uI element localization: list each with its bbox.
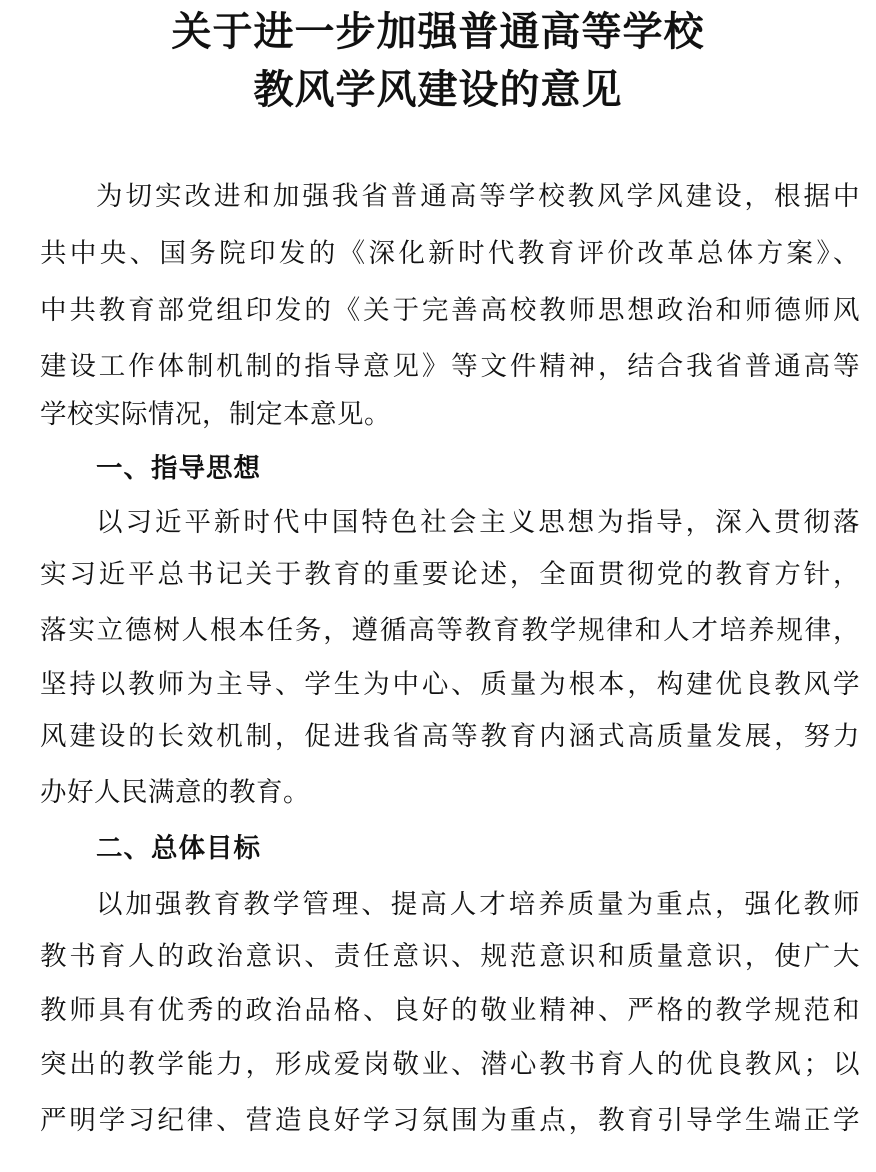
intro-paragraph-line: 学校实际情况，制定本意见。 [40, 399, 391, 430]
section1-paragraph-line: 实习近平总书记关于教育的重要论述，全面贯彻党的教育方针， [40, 559, 860, 590]
section1-paragraph-line: 办好人民满意的教育。 [40, 777, 310, 808]
intro-paragraph-line: 中共教育部党组印发的《关于完善高校教师思想政治和师德师风 [40, 295, 860, 326]
section1-paragraph-line: 以习近平新时代中国特色社会主义思想为指导，深入贯彻落 [96, 507, 860, 538]
section2-paragraph-line: 以加强教育教学管理、提高人才培养质量为重点，强化教师 [96, 889, 860, 920]
section2-paragraph-line: 严明学习纪律、营造良好学习氛围为重点，教育引导学生端正学 [40, 1105, 860, 1136]
section-heading-overall-goals: 二、总体目标 [96, 833, 261, 864]
document-title-line-1: 关于进一步加强普通高等学校 [171, 8, 705, 55]
section2-paragraph-line: 教师具有优秀的政治品格、良好的敬业精神、严格的教学规范和 [40, 995, 860, 1026]
intro-paragraph-line: 共中央、国务院印发的《深化新时代教育评价改革总体方案》、 [40, 238, 860, 269]
intro-paragraph-line: 为切实改进和加强我省普通高等学校教风学风建设，根据中 [96, 181, 860, 212]
section2-paragraph-line: 突出的教学能力，形成爱岗敬业、潜心教书育人的优良教风；以 [40, 1049, 860, 1080]
section1-paragraph-line: 风建设的长效机制，促进我省高等教育内涵式高质量发展，努力 [40, 721, 860, 752]
section-heading-guiding-ideology: 一、指导思想 [96, 453, 261, 484]
intro-paragraph-line: 建设工作体制机制的指导意见》等文件精神，结合我省普通高等 [40, 351, 860, 382]
document-title-line-2: 教风学风建设的意见 [253, 66, 623, 113]
section1-paragraph-line: 落实立德树人根本任务，遵循高等教育教学规律和人才培养规律， [40, 615, 860, 646]
section2-paragraph-line: 教书育人的政治意识、责任意识、规范意识和质量意识，使广大 [40, 941, 860, 972]
section1-paragraph-line: 坚持以教师为主导、学生为中心、质量为根本，构建优良教风学 [40, 669, 860, 700]
